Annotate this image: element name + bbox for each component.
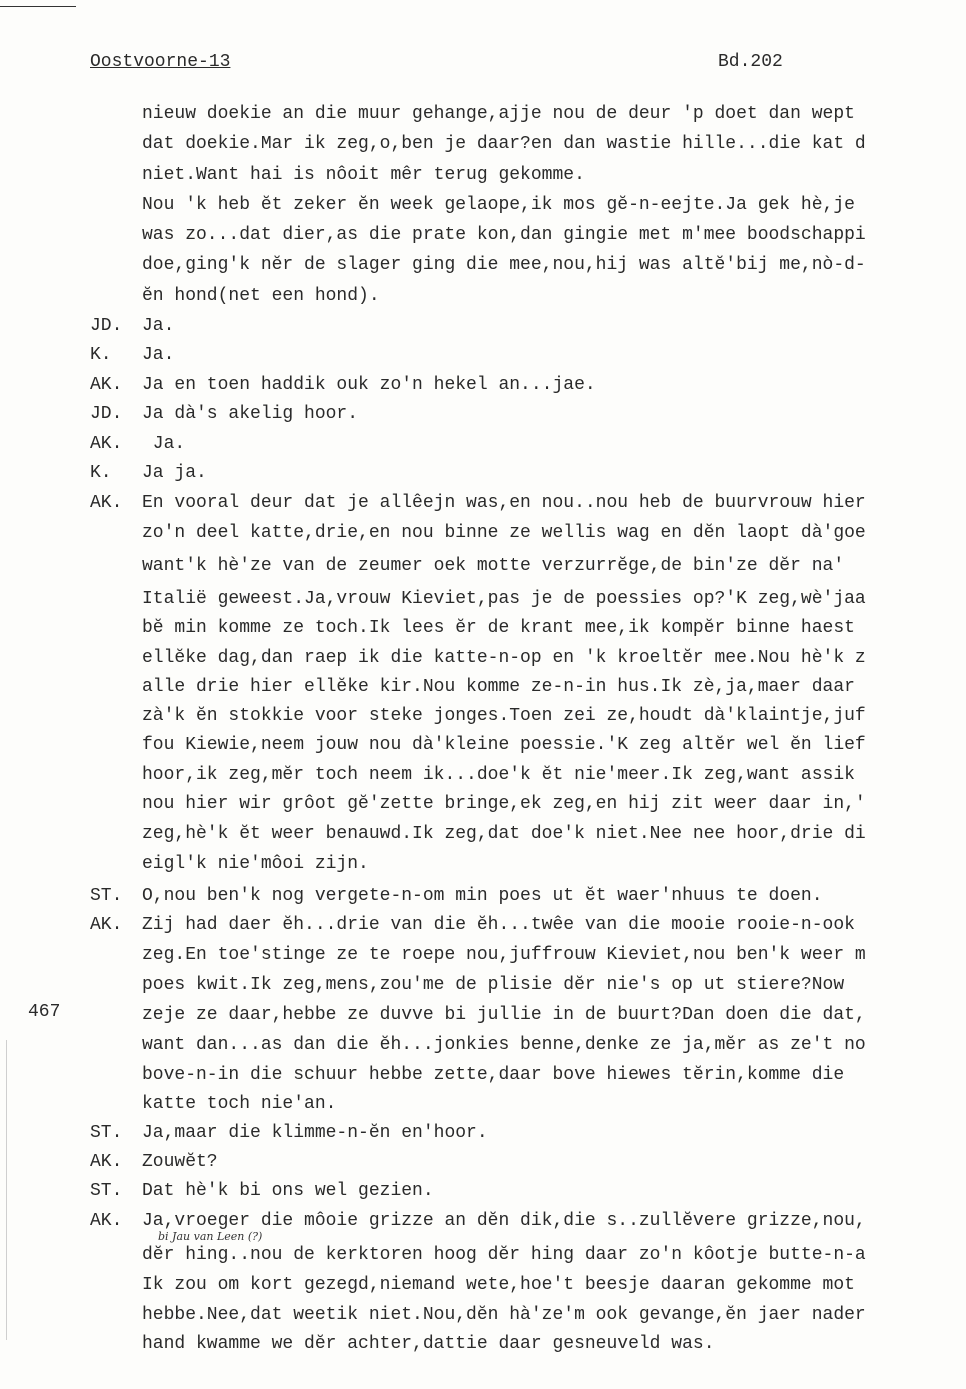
top-rule bbox=[0, 6, 76, 7]
line-text: Ja. bbox=[142, 345, 175, 365]
line-text: En vooral deur dat je allêejn was,en nou..nou heb de buurvrouw hier bbox=[142, 493, 866, 513]
line-text: niet.Want hai is nôoit mêr terug gekomme. bbox=[142, 165, 585, 185]
line-text: Dat hè'k bi ons wel gezien. bbox=[142, 1181, 434, 1201]
speaker-label: ST. bbox=[90, 1181, 123, 1201]
transcript-line bbox=[0, 614, 966, 642]
line-text: Ja. bbox=[142, 316, 175, 336]
line-text: nieuw doekie an die muur gehange,ajje nou de deur 'p doet dan wept bbox=[142, 104, 855, 124]
transcript-line bbox=[0, 1301, 966, 1329]
line-text: Zij had daer ĕh...drie van die ĕh...twêe van die mooie rooie-n-ook bbox=[142, 915, 855, 935]
transcript-line bbox=[0, 552, 966, 580]
transcript-line bbox=[0, 820, 966, 848]
transcript-line bbox=[0, 1031, 966, 1059]
margin-number: 467 bbox=[28, 1002, 61, 1022]
transcript-line bbox=[0, 221, 966, 249]
transcript-line bbox=[0, 1119, 966, 1147]
transcript-line bbox=[0, 731, 966, 759]
line-text: Ja,maar die klimme-n-ĕn en'hoor. bbox=[142, 1123, 488, 1143]
transcript-line bbox=[0, 971, 966, 999]
transcript-line bbox=[0, 341, 966, 369]
line-text: hoor,ik zeg,mĕr toch neem ik...doe'k ĕt nie'meer.Ik zeg,want assik bbox=[142, 765, 855, 785]
transcript-line bbox=[0, 1271, 966, 1299]
speaker-label: K. bbox=[90, 345, 112, 365]
transcript-line bbox=[0, 941, 966, 969]
speaker-label: ST. bbox=[90, 1123, 123, 1143]
line-text: bove-n-in die schuur hebbe zette,daar bove hiewes tĕrin,komme die bbox=[142, 1065, 845, 1085]
line-text: doe,ging'k nĕr de slager ging die mee,nou,hij was altĕ'bij me,nò-d- bbox=[142, 255, 866, 275]
transcript-line bbox=[0, 430, 966, 458]
page-number: Bd.202 bbox=[718, 52, 783, 72]
transcript-line bbox=[0, 519, 966, 547]
line-text: hebbe.Nee,dat weetik niet.Nou,dĕn hà'ze'm ook gevange,ĕn jaer nader bbox=[142, 1305, 866, 1325]
transcript-line bbox=[0, 1148, 966, 1176]
speaker-label: AK. bbox=[90, 1211, 123, 1231]
transcript-line bbox=[0, 644, 966, 672]
speaker-label: AK. bbox=[90, 375, 123, 395]
line-text: zeje ze daar,hebbe ze duvve bi jullie in de buurt?Dan doen die dat, bbox=[142, 1005, 866, 1025]
transcript-line bbox=[0, 673, 966, 701]
line-text: Ja en toen haddik ouk zo'n hekel an...jae. bbox=[142, 375, 596, 395]
line-text: katte toch nie'an. bbox=[142, 1094, 337, 1114]
transcript-line bbox=[0, 882, 966, 910]
speaker-label: JD. bbox=[90, 316, 123, 336]
transcript-line bbox=[0, 761, 966, 789]
line-text: zeg,hè'k ĕt weer benauwd.Ik zeg,dat doe'k niet.Nee nee hoor,drie di bbox=[142, 824, 866, 844]
line-text: eigl'k nie'môoi zijn. bbox=[142, 854, 369, 874]
transcript-line bbox=[0, 1241, 966, 1269]
speaker-label: AK. bbox=[90, 434, 123, 454]
transcript-line bbox=[0, 130, 966, 158]
line-text: zo'n deel katte,drie,en nou binne ze wellis wag en dĕn laopt dà'goe bbox=[142, 523, 866, 543]
transcript-line bbox=[0, 459, 966, 487]
line-text: zà'k ĕn stokkie voor steke jonges.Toen zei ze,houdt dà'klaintje,juf bbox=[142, 706, 866, 726]
line-text: was zo...dat dier,as die prate kon,dan gingie met m'mee boodschappi bbox=[142, 225, 866, 245]
transcript-line bbox=[0, 1177, 966, 1205]
transcript-line bbox=[0, 100, 966, 128]
line-text: zeg.En toe'stinge ze te roepe nou,juffrouw Kieviet,nou ben'k weer m bbox=[142, 945, 866, 965]
transcript-line bbox=[0, 850, 966, 878]
transcript-line bbox=[0, 702, 966, 730]
transcript-line bbox=[0, 400, 966, 428]
line-text: poes kwit.Ik zeg,mens,zou'me de plisie dĕr nie's op ut stiere?Now bbox=[142, 975, 845, 995]
line-text: Ja. bbox=[142, 434, 186, 454]
line-text: Zouwĕt? bbox=[142, 1152, 218, 1172]
line-text: Ja dà's akelig hoor. bbox=[142, 404, 359, 424]
transcript-line bbox=[0, 282, 966, 310]
speaker-label: AK. bbox=[90, 915, 123, 935]
speaker-label: AK. bbox=[90, 1152, 123, 1172]
line-text: want'k hè'ze van de zeumer oek motte verzurrĕge,de bin'ze dĕr na' bbox=[142, 556, 845, 576]
line-text: Nou 'k heb ĕt zeker ĕn week gelaope,ik mos gĕ-n-eejte.Ja gek hè,je bbox=[142, 195, 855, 215]
transcript-line bbox=[0, 1001, 966, 1029]
transcript-line bbox=[0, 371, 966, 399]
transcript-line bbox=[0, 911, 966, 939]
handwritten-annotation: bi Jau van Leen (?) bbox=[158, 1230, 263, 1243]
speaker-label: ST. bbox=[90, 886, 123, 906]
transcript-line bbox=[0, 161, 966, 189]
speaker-label: AK. bbox=[90, 493, 123, 513]
transcript-line bbox=[0, 251, 966, 279]
speaker-label: JD. bbox=[90, 404, 123, 424]
line-text: alle drie hier ellĕke kir.Nou komme ze-n-in hus.Ik zè,ja,maer daar bbox=[142, 677, 855, 697]
line-text: want dan...as dan die ĕh...jonkies benne,denke ze ja,mĕr as ze't no bbox=[142, 1035, 866, 1055]
line-text: hand kwamme we dĕr achter,dattie daar gesneuveld was. bbox=[142, 1334, 715, 1354]
line-text: dat doekie.Mar ik zeg,o,ben je daar?en dan wastie hille...die kat d bbox=[142, 134, 866, 154]
transcript-line bbox=[0, 312, 966, 340]
transcript-line bbox=[0, 1061, 966, 1089]
transcript-line bbox=[0, 191, 966, 219]
transcript-line bbox=[0, 1207, 966, 1235]
transcript-line bbox=[0, 489, 966, 517]
transcript-line bbox=[0, 1090, 966, 1118]
line-text: nou hier wir grôot gĕ'zette bringe,ek zeg,en hij zit weer daar in,' bbox=[142, 794, 866, 814]
line-text: Ja ja. bbox=[142, 463, 207, 483]
transcript-line bbox=[0, 585, 966, 613]
line-text: dĕr hing..nou de kerktoren hoog dĕr hing daar zo'n kôotje butte-n-a bbox=[142, 1245, 866, 1265]
line-text: fou Kiewie,neem jouw nou dà'kleine poessie.'K zeg altĕr wel ĕn lief bbox=[142, 735, 866, 755]
transcript-line bbox=[0, 1330, 966, 1358]
line-text: Ik zou om kort gezegd,niemand wete,hoe't beesje daaran gekomme mot bbox=[142, 1275, 855, 1295]
line-text: O,nou ben'k nog vergete-n-om min poes ut ĕt waer'nhuus te doen. bbox=[142, 886, 823, 906]
line-text: Italië geweest.Ja,vrouw Kieviet,pas je de poessies op?'K zeg,wè'jaa bbox=[142, 589, 866, 609]
line-text: bĕ min komme ze toch.Ik lees ĕr de krant mee,ik kompĕr binne haest bbox=[142, 618, 855, 638]
speaker-label: K. bbox=[90, 463, 112, 483]
transcript-line bbox=[0, 790, 966, 818]
document-reference: Oostvoorne-13 bbox=[90, 52, 231, 72]
line-text: ĕn hond(net een hond). bbox=[142, 286, 380, 306]
line-text: ellĕke dag,dan raep ik die katte-n-op en 'k kroeltĕr mee.Nou hè'k z bbox=[142, 648, 866, 668]
line-text: Ja,vroeger die môoie grizze an dĕn dik,die s..zullĕvere grizze,nou, bbox=[142, 1211, 866, 1231]
